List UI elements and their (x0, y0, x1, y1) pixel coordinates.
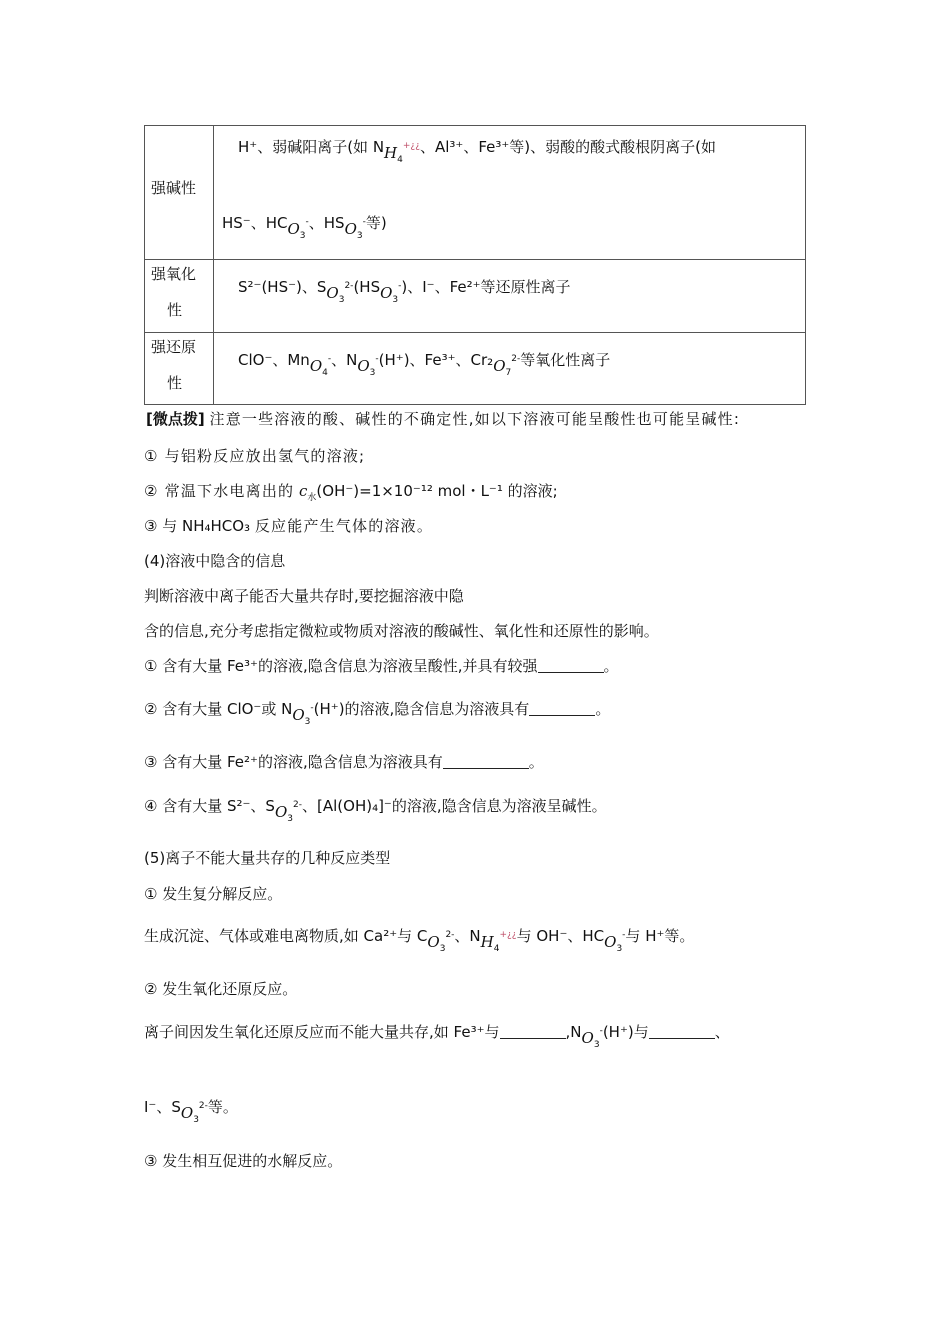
formula-o3: $O_3^-$ (604, 930, 626, 954)
answer-blank[interactable] (500, 1024, 566, 1039)
answer-blank[interactable] (538, 658, 604, 673)
formula-o3: $O_3^-$ (380, 281, 402, 305)
section-5-item-1: ① 发生复分解反应。 (144, 885, 283, 903)
ion-property-table (144, 125, 806, 405)
formula-o3: $O_3^-$ (292, 703, 314, 727)
answer-blank[interactable] (443, 754, 529, 769)
formula-o3: $O_3^-$ (581, 1026, 603, 1050)
section-5-item-3: ③ 发生相互促进的水解反应。 (144, 1152, 343, 1170)
tip-item-2: ② 常温下水电离出的 $c_水(OH^-)=1\times 10^{-12}$ mol・L⁻¹ 的溶液; (144, 482, 558, 503)
row-text-line: H⁺、弱碱阳离子(如 $NH_4^{+¿¿}$、Al³⁺、Fe³⁺等)、弱酸的酸式酸根阴离子(如 (238, 130, 716, 164)
formula-o3: $O_3^{2-}$ (326, 281, 354, 305)
row-content-strong-oxidizing (214, 260, 806, 333)
row-content-strong-reducing (214, 333, 806, 405)
formula-o3: $O_3^-$ (357, 354, 379, 378)
formula-o7: $O_7^{2-}$ (493, 354, 521, 378)
row-label-strong-reducing: 强还原 性 (145, 333, 214, 405)
formula-o3: $O_3^{2-}$ (427, 930, 455, 954)
row-text-line: ClO⁻、MnO$_4$-、$NO_3^-(H^+)$、Fe³⁺、$Cr_2O_7^{2-}$等氧化性离子 (238, 343, 610, 377)
tip-item-3: ③ 与 NH₄HCO₃ 反应能产生气体的溶液。 (144, 517, 434, 535)
section-4-item-4: ④ 含有大量 S²⁻、$SO_3^{2-}$、[Al(OH)₄]⁻的溶液,隐含信息为溶液呈碱性。 (144, 789, 607, 823)
section-4-title: (4)溶液中隐含的信息 (144, 552, 286, 570)
tip-paragraph (146, 409, 740, 429)
formula-o3: $O_3^-$ (287, 217, 309, 241)
formula-o4: $O_4^-$ (309, 354, 332, 378)
row-text-line: S²⁻(HS⁻)、$SO_3^{2-}(HSO_3^-)$、I⁻、Fe²⁺等还原性离子 (238, 270, 571, 304)
tip-label: [微点拨] (146, 410, 205, 428)
row-label-strong-base (145, 126, 214, 260)
section-4-para: 含的信息,充分考虑指定微粒或物质对溶液的酸碱性、氧化性和还原性的影响。 (144, 622, 659, 640)
row-label-strong-oxidizing: 强氧化 性 (145, 260, 214, 333)
row-label-text: 强碱性 (151, 179, 197, 197)
answer-blank[interactable] (529, 701, 595, 716)
formula-nh4: $H_4^{+¿¿}$ (384, 141, 420, 165)
formula-o3: $O_3^-$ (344, 217, 366, 241)
formula-o3: $O_3^{2-}$ (180, 1101, 208, 1125)
section-5-para-2-cont: I⁻、$SO_3^{2-}$等。 (144, 1090, 238, 1124)
tip-item-1: ① 与铝粉反应放出氢气的溶液; (144, 447, 366, 465)
section-5-title: (5)离子不能大量共存的几种反应类型 (144, 849, 391, 867)
formula-nh4: $H_4^{+¿¿}$ (480, 930, 517, 954)
section-5-para-2: 离子间因发生氧化还原反应而不能大量共存,如 Fe³⁺与 $,NO_3^-(H^+)$与 、 (144, 1015, 730, 1049)
row-text-line: HS⁻、$HCO_3^-$、$HSO_3^-$等) (222, 206, 387, 240)
row-content-strong-base (214, 126, 806, 260)
section-4-item-1: ① 含有大量 Fe³⁺的溶液,隐含信息为溶液呈酸性,并具有较强 。 (144, 657, 619, 675)
tip-text: 注意一些溶液的酸、碱性的不确定性,如以下溶液可能呈酸性也可能呈碱性: (209, 410, 741, 428)
section-5-item-2: ② 发生氧化还原反应。 (144, 980, 298, 998)
section-4-para: 判断溶液中离子能否大量共存时,要挖掘溶液中隐 (144, 587, 464, 605)
section-4-item-3: ③ 含有大量 Fe²⁺的溶液,隐含信息为溶液具有 。 (144, 753, 544, 771)
formula-o3: $O_3^{2-}$ (274, 800, 302, 824)
section-4-item-2: ② 含有大量 ClO⁻或 $NO_3^-(H^+)$的溶液,隐含信息为溶液具有 。 (144, 692, 610, 726)
answer-blank[interactable] (649, 1024, 715, 1039)
section-5-para-1: 生成沉淀、气体或难电离物质,如 Ca²⁺与 $CO_3^{2-}$、$NH_4^{+¿¿}$与 OH⁻、$HCO_3^-$与 H⁺等。 (144, 919, 694, 953)
